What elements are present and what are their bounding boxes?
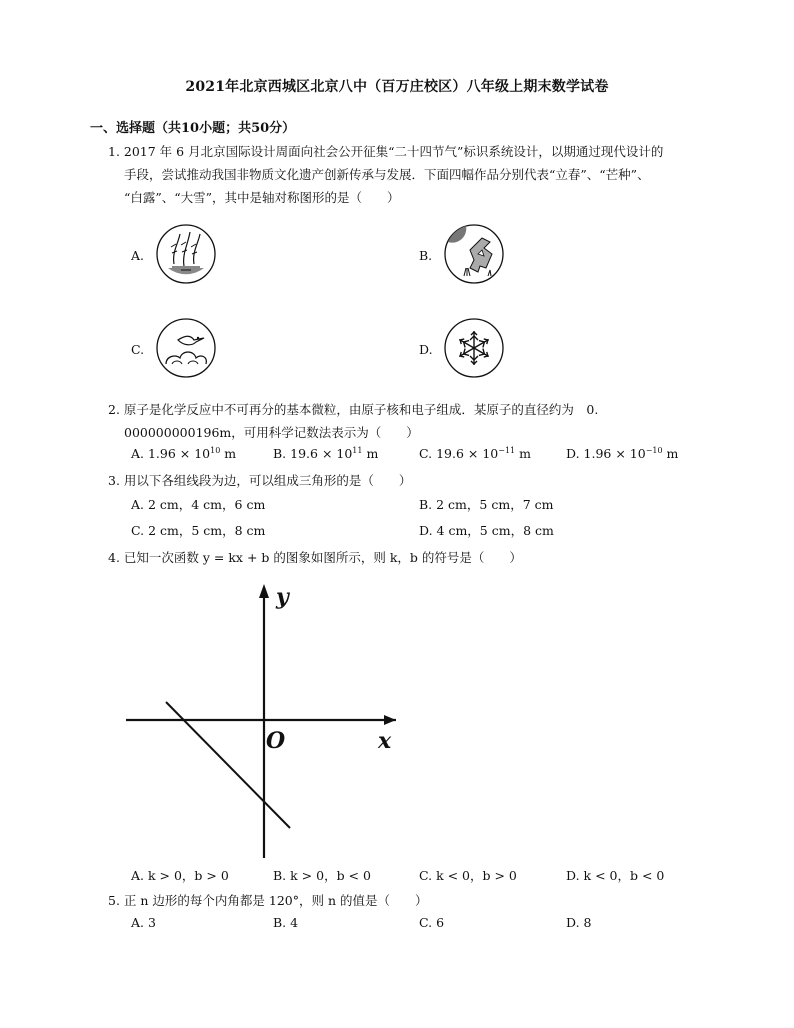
solar-term-mangzhong-figure [444,224,504,284]
q5-option-b: B. 4 [273,915,299,930]
exam-title: 2021年北京西城区北京八中（百万庄校区）八年级上期末数学试卷 [185,79,609,95]
x-axis-arrow [384,715,396,725]
q3-option-d: D. 4 cm，5 cm，8 cm [419,523,554,538]
q4-option-c: C. k < 0，b > 0 [419,868,517,883]
q5-option-a: A. 3 [131,915,156,930]
q2-line1: 2. 原子是化学反应中不可再分的基本微粒，由原子核和电子组成．某原子的直径约为 0. [108,402,599,417]
q3-option-c: C. 2 cm，5 cm，8 cm [131,523,266,538]
q1-option-a-label: A. [131,248,145,263]
q4-option-b: B. k > 0，b < 0 [273,868,371,883]
q2-option-d: D. $1.96 \times 10^{-10}$ m [566,446,679,462]
q3-option-a: A. 2 cm，4 cm，6 cm [131,497,266,512]
q2-option-b: B. $19.6 \times 10^{11}$ m [273,446,379,462]
q1-option-d-label: D. [419,342,433,357]
q3-line1: 3. 用以下各组线段为边，可以组成三角形的是（ ） [108,473,412,488]
section-heading: 一、选择题（共10小题；共50分） [90,121,296,136]
q5-option-d: D. 8 [566,915,592,930]
q4-option-d: D. k < 0，b < 0 [566,868,665,883]
q2-line2: 000000000196m，可用科学记数法表示为（ ） [124,425,419,440]
q1-line2: 手段，尝试推动我国非物质文化遗产创新传承与发展．下面四幅作品分别代表“立春”、“芒种”、 [124,167,650,182]
q4-line1: 4. 已知一次函数 y = kx + b 的图象如图所示，则 k，b 的符号是（ ） [108,550,522,565]
y-axis-label: y [276,584,289,610]
x-axis-label: x [378,728,392,754]
q5-line1: 5. 正 n 边形的每个内角都是 120°，则 n 的值是（ ） [108,893,428,908]
y-axis-arrow [259,584,269,598]
solar-term-bailu-figure [156,318,216,378]
q1-option-b-label: B. [419,248,433,263]
q2-option-a: A. $1.96 \times 10^{10}$ m [131,446,237,462]
origin-label: O [266,728,286,754]
solar-term-lichun-figure [156,224,216,284]
q3-option-b: B. 2 cm，5 cm，7 cm [419,497,554,512]
q4-option-a: A. k > 0，b > 0 [131,868,229,883]
q5-option-c: C. 6 [419,915,445,930]
solar-term-daxue-snowflake-figure [444,318,504,378]
q1-option-c-label: C. [131,342,145,357]
q4-linear-function-graph [120,578,410,863]
q2-option-c: C. $19.6 \times 10^{-11}$ m [419,446,531,462]
q1-line3: “白露”、“大雪”，其中是轴对称图形的是（ ） [124,190,400,205]
q1-line1: 1. 2017 年 6 月北京国际设计周面向社会公开征集“二十四节气”标识系统设计，以期通过现代设计的 [108,144,664,159]
